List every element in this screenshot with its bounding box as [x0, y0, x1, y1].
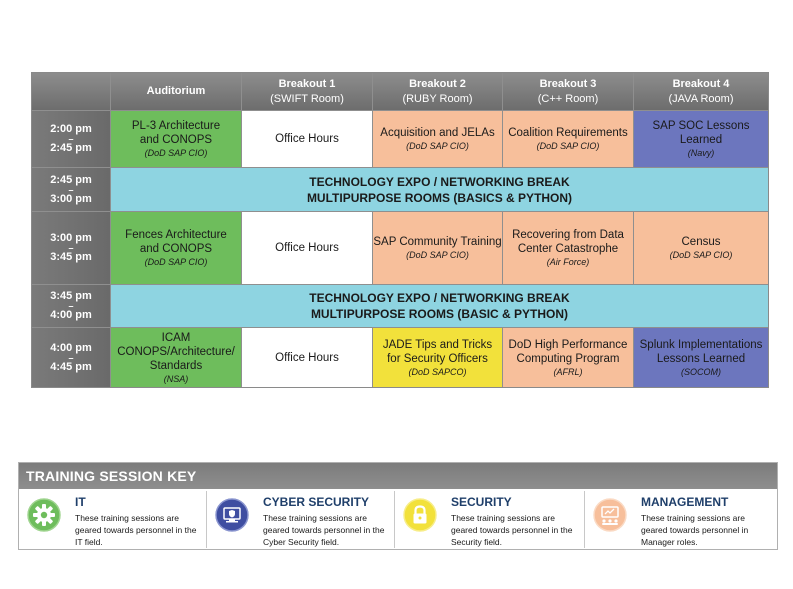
time-end: 3:00 pm: [50, 192, 92, 205]
session-fences-architecture: [111, 212, 242, 285]
time-slot-4: [32, 285, 111, 328]
time-start: 2:00 pm: [50, 123, 92, 135]
time-dash: –: [68, 301, 74, 311]
time-start: 2:45 pm: [50, 173, 92, 186]
key-item-description: These training sessions are geared towards personnel in the IT field.: [75, 513, 197, 547]
time-end: 4:45 pm: [50, 360, 92, 373]
session-org: (DoD SAP CIO): [669, 250, 733, 260]
session-org: (NSA): [163, 373, 189, 384]
time-start: 3:45 pm: [50, 290, 92, 302]
break-title: TECHNOLOGY EXPO / NETWORKING BREAK: [309, 174, 570, 189]
break-location: MULTIPURPOSE ROOMS (BASICS & PYTHON): [306, 190, 573, 205]
room-name: Breakout 3: [539, 77, 597, 90]
session-icam-conops: [111, 328, 242, 387]
break-location: MULTIPURPOSE ROOMS (BASIC & PYTHON): [310, 307, 569, 321]
session-data-center-recovery: [503, 212, 634, 285]
room-header-breakout-3: [503, 73, 634, 111]
session-org: (DoD SAP CIO): [144, 148, 208, 158]
session-title-line2: Lessons Learned: [656, 352, 746, 365]
time-end: 4:00 pm: [50, 309, 92, 321]
key-item-description: These training sessions are geared towards personnel in Manager roles.: [641, 513, 749, 547]
key-item-title: SECURITY: [451, 495, 512, 509]
session-title: Office Hours: [275, 242, 339, 254]
session-org: (DoD SAP CIO): [144, 257, 208, 267]
room-name: Breakout 4: [672, 77, 730, 90]
break-title: TECHNOLOGY EXPO / NETWORKING BREAK: [309, 291, 570, 305]
time-dash: –: [68, 134, 74, 144]
session-title: SAP Community Training: [373, 236, 502, 248]
session-title: Splunk Implementations: [639, 338, 763, 351]
session-title: Census: [681, 236, 721, 248]
room-name: Breakout 2: [409, 77, 466, 90]
key-item-description: These training sessions are geared towards personnel in the Security field.: [451, 513, 573, 547]
gear-icon: [27, 498, 61, 532]
session-title: Coalition Requirements: [508, 127, 628, 139]
session-title-line2: for Security Officers: [387, 352, 488, 365]
key-item-title: CYBER SECURITY: [263, 495, 370, 509]
session-title: JADE Tips and Tricks: [382, 338, 493, 351]
session-org: (DoD SAPCO): [408, 366, 467, 377]
time-dash: –: [68, 243, 74, 253]
room-header-breakout-4: [634, 73, 768, 111]
time-start: 4:00 pm: [50, 341, 92, 354]
key-item-it: [19, 491, 207, 548]
room-header-breakout-2: [373, 73, 503, 111]
networking-break-2: [111, 285, 768, 328]
monitor-shield-icon: [215, 498, 249, 532]
room-subname: (RUBY Room): [402, 92, 473, 105]
networking-break-1: [111, 168, 768, 212]
key-item-cyber-security: [207, 491, 395, 548]
session-office-hours: [242, 212, 373, 285]
room-subname: (SWIFT Room): [270, 92, 344, 105]
key-item-management: [585, 491, 777, 548]
session-title: ICAM CONOPS/Architecture/: [117, 331, 235, 358]
session-title-line2: Center Catastrophe: [517, 243, 619, 255]
key-item-security: [395, 491, 585, 548]
session-title: Acquisition and JELAs: [380, 127, 495, 139]
session-office-hours: [242, 328, 373, 387]
room-subname: (JAVA Room): [668, 92, 734, 105]
time-slot-5: [32, 328, 111, 387]
session-org: (DoD SAP CIO): [536, 141, 600, 151]
session-title: Office Hours: [275, 351, 339, 364]
session-pl3-architecture: [111, 111, 242, 168]
session-title: Office Hours: [275, 133, 339, 145]
session-title-line2: and CONOPS: [139, 243, 213, 255]
key-item-description: These training sessions are geared towards personnel in the Cyber Security field.: [263, 513, 385, 547]
time-slot-2: [32, 168, 111, 212]
session-sap-soc-lessons: [634, 111, 768, 168]
session-org: (Air Force): [546, 257, 590, 267]
time-slot-3: [32, 212, 111, 285]
room-header-auditorium: [111, 73, 242, 111]
session-title: DoD High Performance: [508, 338, 628, 351]
session-title: SAP SOC Lessons Learned: [652, 120, 750, 146]
room-name: Auditorium: [146, 85, 206, 97]
time-dash: –: [68, 352, 74, 363]
time-end: 2:45 pm: [50, 142, 92, 154]
session-office-hours: [242, 111, 373, 168]
session-sap-community-training: [373, 212, 503, 285]
session-title-line2: Standards: [149, 359, 203, 372]
session-title: Recovering from Data: [512, 229, 624, 241]
lock-icon: [403, 498, 437, 532]
session-org: (DoD SAP CIO): [406, 141, 469, 151]
room-header-breakout-1: [242, 73, 373, 111]
session-splunk-implementations: [634, 328, 768, 387]
session-title-line2: and CONOPS: [139, 134, 213, 146]
session-schedule-grid: [31, 72, 769, 388]
time-end: 3:45 pm: [50, 251, 92, 263]
time-dash: –: [68, 184, 74, 195]
session-title-line2: Computing Program: [516, 352, 620, 365]
room-name: Breakout 1: [278, 77, 336, 90]
presentation-icon: [593, 498, 627, 532]
time-start: 3:00 pm: [50, 232, 92, 244]
session-org: (AFRL): [553, 366, 583, 377]
session-org: (SOCOM): [681, 366, 721, 377]
key-title: TRAINING SESSION KEY: [19, 463, 777, 489]
time-slot-1: [32, 111, 111, 168]
header-corner: [32, 73, 111, 111]
room-subname: (C++ Room): [537, 92, 599, 105]
key-item-title: IT: [75, 495, 86, 509]
session-coalition-requirements: [503, 111, 634, 168]
session-hpc-program: [503, 328, 634, 387]
session-org: (Navy): [687, 148, 715, 158]
key-item-title: MANAGEMENT: [641, 495, 729, 509]
session-title: PL-3 Architecture: [131, 120, 221, 132]
session-census: [634, 212, 768, 285]
session-org: (DoD SAP CIO): [406, 250, 469, 260]
session-acquisition-jelas: [373, 111, 503, 168]
training-session-key: [18, 462, 778, 550]
session-title: Fences Architecture: [125, 229, 227, 241]
session-jade-tips: [373, 328, 503, 387]
